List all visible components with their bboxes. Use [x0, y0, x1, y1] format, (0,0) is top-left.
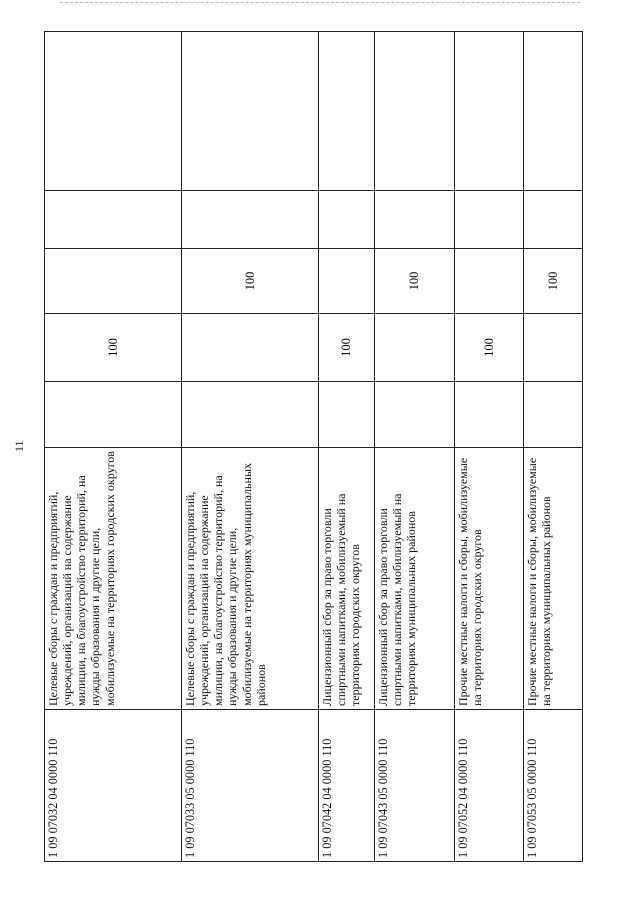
empty-cell	[375, 32, 455, 191]
empty-cell	[375, 382, 455, 448]
share-value-1: 100	[455, 314, 524, 382]
table-row	[455, 32, 524, 862]
table-row	[45, 32, 182, 862]
empty-cell	[524, 382, 583, 448]
budget-code: 1 09 07052 04 0000 110	[455, 710, 524, 862]
empty-cell	[524, 32, 583, 191]
share-value-2	[45, 249, 182, 314]
budget-code: 1 09 07033 05 0000 110	[182, 710, 319, 862]
table-row	[524, 32, 583, 862]
empty-cell	[45, 32, 182, 191]
share-value-1	[524, 314, 583, 382]
empty-cell	[524, 191, 583, 249]
share-value-2: 100	[182, 249, 319, 314]
empty-cell	[455, 191, 524, 249]
table-row	[375, 32, 455, 862]
empty-cell	[45, 191, 182, 249]
share-value-1	[182, 314, 319, 382]
empty-cell	[182, 382, 319, 448]
share-value-1: 100	[45, 314, 182, 382]
empty-cell	[319, 382, 375, 448]
empty-cell	[45, 382, 182, 448]
income-name: Целевые сборы с граждан и предприятий, учреждений, организаций на содержание милиции, на благоустройство территорий, на нужды образования и другие цели, мобилизуемые на территориях муниципальных районов	[182, 448, 319, 710]
table-row	[182, 32, 319, 862]
empty-cell	[319, 191, 375, 249]
share-value-2: 100	[375, 249, 455, 314]
empty-cell	[375, 191, 455, 249]
empty-cell	[455, 32, 524, 191]
share-value-2	[455, 249, 524, 314]
share-value-1	[375, 314, 455, 382]
empty-cell	[455, 382, 524, 448]
budget-code: 1 09 07042 04 0000 110	[319, 710, 375, 862]
share-value-2: 100	[524, 249, 583, 314]
revenue-table-rotated	[44, 32, 582, 862]
table-row	[319, 32, 375, 862]
empty-cell	[182, 191, 319, 249]
scan-edge-line	[60, 2, 580, 3]
empty-cell	[182, 32, 319, 191]
share-value-1: 100	[319, 314, 375, 382]
revenue-table	[44, 31, 583, 862]
empty-cell	[319, 32, 375, 191]
budget-code: 1 09 07053 05 0000 110	[524, 710, 583, 862]
budget-code: 1 09 07032 04 0000 110	[45, 710, 182, 862]
share-value-2	[319, 249, 375, 314]
income-name: Лицензионный сбор за право торговли спиртными напитками, мобилизуемый на территориях муниципальных районов	[375, 448, 455, 710]
income-name: Целевые сборы с граждан и предприятий, учреждений, организаций на содержание милиции, на благоустройство территорий, на нужды образования и другие цели, мобилизуемые на территориях городских округов	[45, 448, 182, 710]
page-number: 11	[12, 440, 26, 452]
income-name: Прочие местные налоги и сборы, мобилизуемые на территориях городских округов	[455, 448, 524, 710]
income-name: Лицензионный сбор за право торговли спиртными напитками, мобилизуемый на территориях городских округов	[319, 448, 375, 710]
budget-code: 1 09 07043 05 0000 110	[375, 710, 455, 862]
income-name: Прочие местные налоги и сборы, мобилизуемые на территориях муниципальных районов	[524, 448, 583, 710]
